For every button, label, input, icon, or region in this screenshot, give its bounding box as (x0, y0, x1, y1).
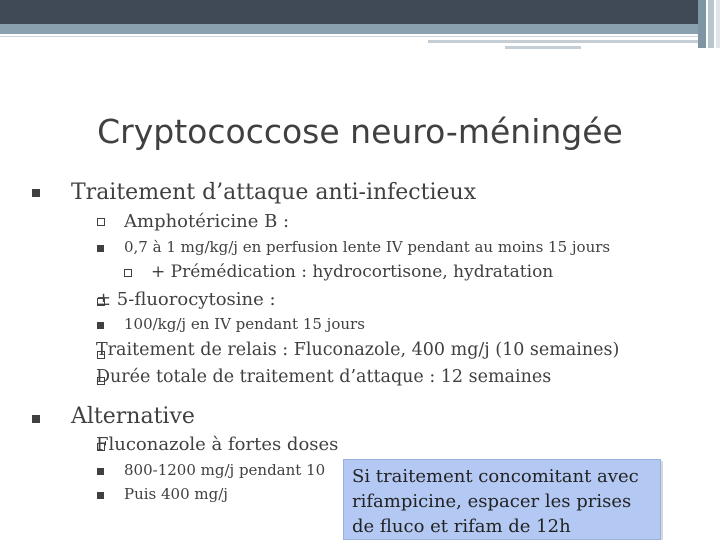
list-item-label: ± 5-fluorocytosine : (96, 289, 276, 310)
callout-note: Si traitement concomitant avec rifampicine, espacer les prises de fluco et rifam de 12h (343, 459, 661, 540)
square-bullet-icon (32, 189, 40, 197)
list-item-label: Traitement de relais : Fluconazole, 400 mg/j (10 semaines) (96, 340, 620, 360)
square-bullet-icon (32, 415, 40, 423)
header-decor-line-short (505, 46, 581, 49)
header-decor-line (428, 40, 698, 43)
square-bullet-icon (97, 245, 104, 252)
hollow-square-bullet-icon (124, 269, 132, 277)
square-bullet-icon (97, 492, 104, 499)
list-item-label: 0,7 à 1 mg/kg/j en perfusion lente IV pendant au moins 15 jours (124, 238, 611, 256)
list-item-label: Traitement d’attaque anti-infectieux (71, 180, 477, 205)
list-item-label: Durée totale de traitement d’attaque : 12 semaines (96, 367, 552, 387)
hollow-square-bullet-icon (97, 218, 105, 226)
square-bullet-icon (97, 322, 104, 329)
list-item-label: 800-1200 mg/j pendant 10 (124, 461, 326, 479)
list-item-label: Amphotéricine B : (124, 211, 290, 232)
list-item-label: Fluconazole à fortes doses (96, 434, 339, 455)
header-band-right-3 (716, 0, 720, 48)
header-band-right-1 (698, 0, 706, 48)
square-bullet-icon (97, 468, 104, 475)
slide-title: Cryptococcose neuro-méningée (97, 112, 623, 151)
list-item-label: + Prémédication : hydrocortisone, hydratation (151, 262, 554, 282)
list-item-label: Puis 400 mg/j (124, 485, 228, 503)
header-divider-line (0, 36, 698, 37)
header-band-right-2 (708, 0, 714, 48)
list-item-label: Alternative (71, 404, 195, 429)
header-band-dark (0, 0, 698, 24)
header-band-accent (0, 24, 698, 34)
list-item-label: 100/kg/j en IV pendant 15 jours (124, 315, 365, 333)
